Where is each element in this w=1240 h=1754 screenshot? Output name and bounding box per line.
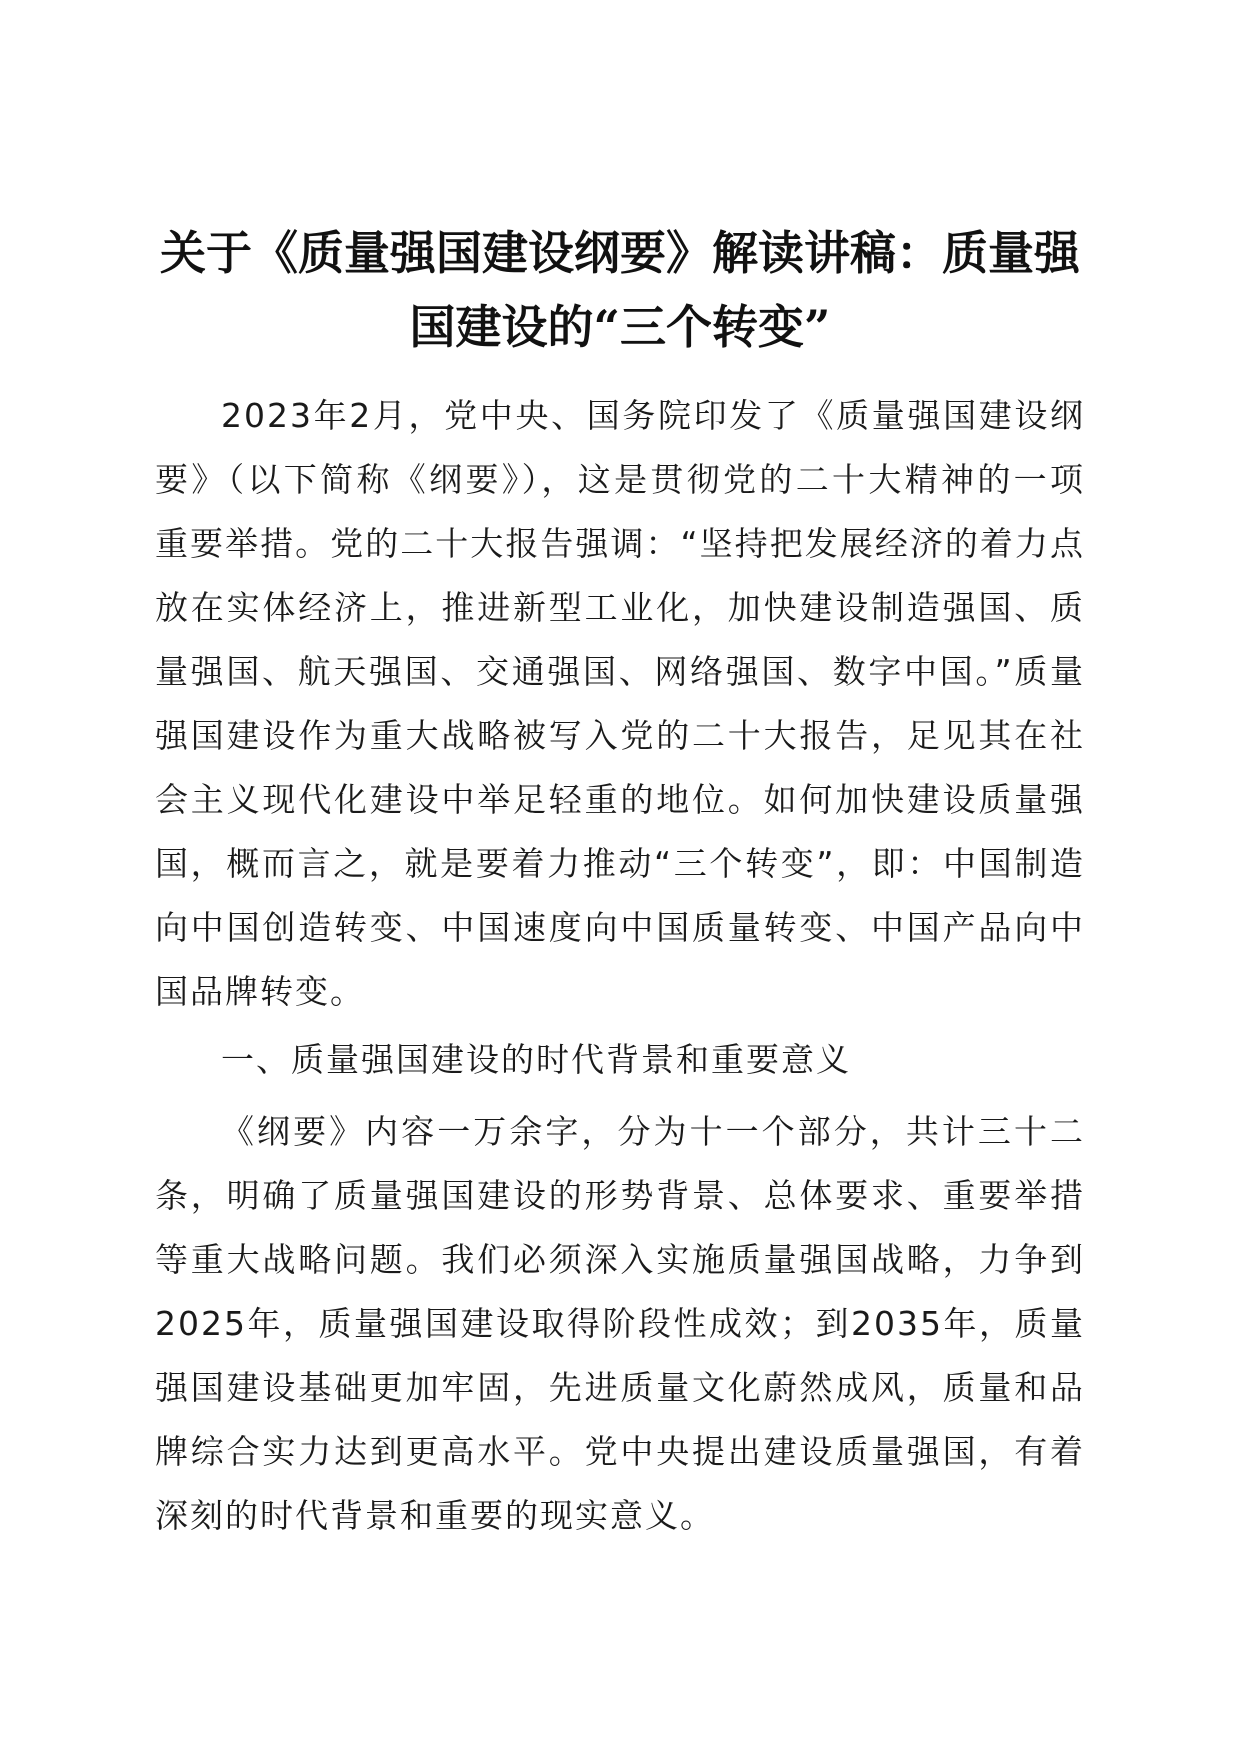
title-line-2: 国建设的“三个转变” (409, 300, 831, 354)
intro-paragraph: 2023年2月，党中央、国务院印发了《质量强国建设纲要》（以下简称《纲要》），这是贯彻党的二十大精神的一项重要举措。党的二十大报告强调：“坚持把发展经济的着力点放在实体经济上，推进新型工业化，加快建设制造强国、质量强国、航天强国、交通强国、网络强国、数字中国。”质量强国建设作为重大战略被写入党的二十大报告，足见其在社会主义现代化建设中举足轻重的地位。如何加快建设质量强国，概而言之，就是要着力推动“三个转变”，即：中国制造向中国创造转变、中国速度向中国质量转变、中国产品向中国品牌转变。 (155, 396, 1085, 1011)
document-title (150, 216, 1090, 364)
section-paragraph: 《纲要》内容一万余字，分为十一个部分，共计三十二条，明确了质量强国建设的形势背景、总体要求、重要举措等重大战略问题。我们必须深入实施质量强国战略，力争到2025年，质量强国建设取得阶段性成效；到2035年，质量强国建设基础更加牢固，先进质量文化蔚然成风，质量和品牌综合实力达到更高水平。党中央提出建设质量强国，有着深刻的时代背景和重要的现实意义。 (155, 1112, 1085, 1535)
section-heading: 一、质量强国建设的时代背景和重要意义 (221, 1040, 851, 1079)
document-body (155, 384, 1085, 1548)
title-line-1: 关于《质量强国建设纲要》解读讲稿：质量强 (160, 226, 1080, 280)
